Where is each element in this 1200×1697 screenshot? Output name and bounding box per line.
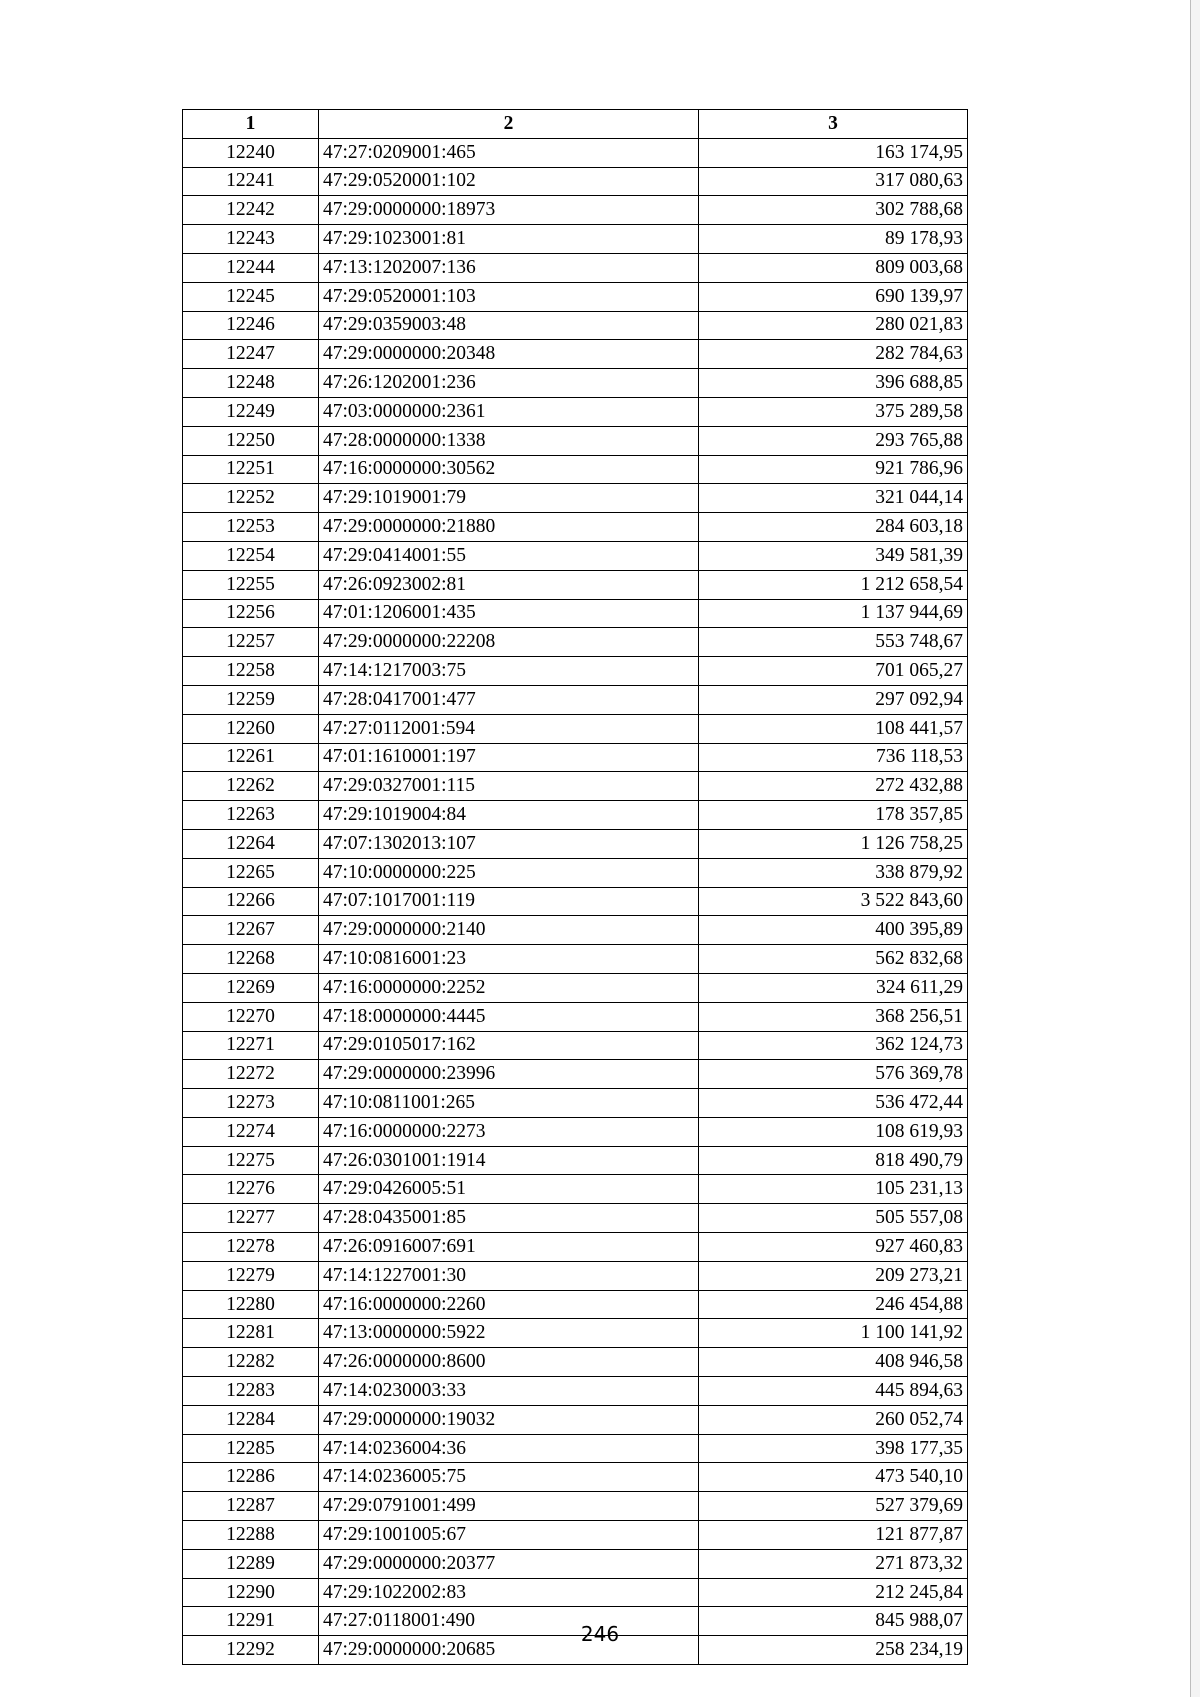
- page-number: 246: [580, 1622, 620, 1646]
- cadastral-number-cell: 47:10:0816001:23: [319, 945, 699, 974]
- value-cell: 297 092,94: [699, 685, 968, 714]
- value-cell: 105 231,13: [699, 1175, 968, 1204]
- row-number-cell: 12288: [183, 1521, 319, 1550]
- table-row: [183, 945, 968, 974]
- table-row: [183, 1377, 968, 1406]
- table-body: [183, 138, 968, 1664]
- value-cell: 338 879,92: [699, 858, 968, 887]
- value-cell: 809 003,68: [699, 253, 968, 282]
- cadastral-number-cell: 47:29:1001005:67: [319, 1521, 699, 1550]
- cadastral-number-cell: 47:28:0435001:85: [319, 1204, 699, 1233]
- cadastral-number-cell: 47:16:0000000:2260: [319, 1290, 699, 1319]
- data-table: [182, 109, 968, 1665]
- table-row: [183, 1002, 968, 1031]
- table-row: [183, 1233, 968, 1262]
- row-number-cell: 12251: [183, 455, 319, 484]
- cadastral-number-cell: 47:01:1610001:197: [319, 743, 699, 772]
- cadastral-number-cell: 47:16:0000000:2273: [319, 1117, 699, 1146]
- table-row: [183, 1060, 968, 1089]
- row-number-cell: 12262: [183, 772, 319, 801]
- cadastral-number-cell: 47:29:0791001:499: [319, 1492, 699, 1521]
- value-cell: 400 395,89: [699, 916, 968, 945]
- table-row: [183, 1175, 968, 1204]
- row-number-cell: 12268: [183, 945, 319, 974]
- value-cell: 324 611,29: [699, 973, 968, 1002]
- value-cell: 527 379,69: [699, 1492, 968, 1521]
- row-number-cell: 12290: [183, 1578, 319, 1607]
- value-cell: 921 786,96: [699, 455, 968, 484]
- value-cell: 3 522 843,60: [699, 887, 968, 916]
- table-row: [183, 1521, 968, 1550]
- row-number-cell: 12269: [183, 973, 319, 1002]
- table-row: [183, 1290, 968, 1319]
- value-cell: 89 178,93: [699, 225, 968, 254]
- value-cell: 505 557,08: [699, 1204, 968, 1233]
- table-row: [183, 541, 968, 570]
- value-cell: 927 460,83: [699, 1233, 968, 1262]
- column-header-3: 3: [699, 110, 968, 139]
- cadastral-number-cell: 47:07:1302013:107: [319, 829, 699, 858]
- cadastral-number-cell: 47:13:1202007:136: [319, 253, 699, 282]
- cadastral-number-cell: 47:26:1202001:236: [319, 369, 699, 398]
- value-cell: 445 894,63: [699, 1377, 968, 1406]
- table-row: [183, 1319, 968, 1348]
- row-number-cell: 12263: [183, 801, 319, 830]
- cadastral-number-cell: 47:29:1022002:83: [319, 1578, 699, 1607]
- table-row: [183, 1492, 968, 1521]
- value-cell: 349 581,39: [699, 541, 968, 570]
- row-number-cell: 12275: [183, 1146, 319, 1175]
- table-row: [183, 685, 968, 714]
- cadastral-number-cell: 47:29:0000000:22208: [319, 628, 699, 657]
- cadastral-number-cell: 47:14:1227001:30: [319, 1261, 699, 1290]
- row-number-cell: 12242: [183, 196, 319, 225]
- value-cell: 212 245,84: [699, 1578, 968, 1607]
- cadastral-number-cell: 47:14:0230003:33: [319, 1377, 699, 1406]
- table-row: [183, 1434, 968, 1463]
- value-cell: 280 021,83: [699, 311, 968, 340]
- table-row: [183, 599, 968, 628]
- row-number-cell: 12265: [183, 858, 319, 887]
- cadastral-number-cell: 47:18:0000000:4445: [319, 1002, 699, 1031]
- value-cell: 282 784,63: [699, 340, 968, 369]
- table-row: [183, 1348, 968, 1377]
- table-row: [183, 225, 968, 254]
- value-cell: 536 472,44: [699, 1089, 968, 1118]
- value-cell: 736 118,53: [699, 743, 968, 772]
- value-cell: 271 873,32: [699, 1549, 968, 1578]
- row-number-cell: 12261: [183, 743, 319, 772]
- table-row: [183, 858, 968, 887]
- value-cell: 701 065,27: [699, 657, 968, 686]
- row-number-cell: 12256: [183, 599, 319, 628]
- table-row: [183, 397, 968, 426]
- table-row: [183, 311, 968, 340]
- table-row: [183, 1261, 968, 1290]
- value-cell: 1 212 658,54: [699, 570, 968, 599]
- table-row: [183, 973, 968, 1002]
- row-number-cell: 12281: [183, 1319, 319, 1348]
- row-number-cell: 12259: [183, 685, 319, 714]
- row-number-cell: 12283: [183, 1377, 319, 1406]
- value-cell: 1 100 141,92: [699, 1319, 968, 1348]
- cadastral-number-cell: 47:29:0520001:103: [319, 282, 699, 311]
- cadastral-number-cell: 47:13:0000000:5922: [319, 1319, 699, 1348]
- table-row: [183, 1405, 968, 1434]
- table-row: [183, 1549, 968, 1578]
- value-cell: 284 603,18: [699, 513, 968, 542]
- value-cell: 246 454,88: [699, 1290, 968, 1319]
- table-row: [183, 1117, 968, 1146]
- row-number-cell: 12280: [183, 1290, 319, 1319]
- row-number-cell: 12289: [183, 1549, 319, 1578]
- column-header-2: 2: [319, 110, 699, 139]
- cadastral-number-cell: 47:16:0000000:30562: [319, 455, 699, 484]
- value-cell: 473 540,10: [699, 1463, 968, 1492]
- column-header-1: 1: [183, 110, 319, 139]
- cadastral-number-cell: 47:29:0520001:102: [319, 167, 699, 196]
- table-row: [183, 513, 968, 542]
- cadastral-number-cell: 47:29:1019004:84: [319, 801, 699, 830]
- cadastral-number-cell: 47:10:0811001:265: [319, 1089, 699, 1118]
- row-number-cell: 12258: [183, 657, 319, 686]
- cadastral-number-cell: 47:29:0000000:20377: [319, 1549, 699, 1578]
- value-cell: 272 432,88: [699, 772, 968, 801]
- cadastral-number-cell: 47:29:0000000:2140: [319, 916, 699, 945]
- row-number-cell: 12272: [183, 1060, 319, 1089]
- cadastral-number-cell: 47:29:1019001:79: [319, 484, 699, 513]
- cadastral-number-cell: 47:27:0118001:490: [319, 1607, 699, 1636]
- row-number-cell: 12278: [183, 1233, 319, 1262]
- cadastral-number-cell: 47:29:0000000:21880: [319, 513, 699, 542]
- table-row: [183, 484, 968, 513]
- table-row: [183, 1146, 968, 1175]
- row-number-cell: 12292: [183, 1636, 319, 1665]
- value-cell: 260 052,74: [699, 1405, 968, 1434]
- value-cell: 362 124,73: [699, 1031, 968, 1060]
- table-row: [183, 167, 968, 196]
- row-number-cell: 12267: [183, 916, 319, 945]
- value-cell: 321 044,14: [699, 484, 968, 513]
- row-number-cell: 12249: [183, 397, 319, 426]
- row-number-cell: 12241: [183, 167, 319, 196]
- row-number-cell: 12276: [183, 1175, 319, 1204]
- value-cell: 553 748,67: [699, 628, 968, 657]
- cadastral-number-cell: 47:01:1206001:435: [319, 599, 699, 628]
- cadastral-number-cell: 47:27:0209001:465: [319, 138, 699, 167]
- table-row: [183, 138, 968, 167]
- cadastral-number-cell: 47:16:0000000:2252: [319, 973, 699, 1002]
- cadastral-number-cell: 47:10:0000000:225: [319, 858, 699, 887]
- cadastral-number-cell: 47:29:0000000:20685: [319, 1636, 699, 1665]
- table-row: [183, 369, 968, 398]
- cadastral-number-cell: 47:28:0417001:477: [319, 685, 699, 714]
- cadastral-number-cell: 47:29:0359003:48: [319, 311, 699, 340]
- value-cell: 576 369,78: [699, 1060, 968, 1089]
- row-number-cell: 12287: [183, 1492, 319, 1521]
- table-row: [183, 829, 968, 858]
- value-cell: 396 688,85: [699, 369, 968, 398]
- cadastral-number-cell: 47:14:0236004:36: [319, 1434, 699, 1463]
- page-edge-shadow: [1190, 0, 1200, 1697]
- row-number-cell: 12291: [183, 1607, 319, 1636]
- table-row: [183, 1578, 968, 1607]
- row-number-cell: 12266: [183, 887, 319, 916]
- value-cell: 690 139,97: [699, 282, 968, 311]
- table-row: [183, 340, 968, 369]
- row-number-cell: 12279: [183, 1261, 319, 1290]
- table-row: [183, 801, 968, 830]
- table-row: [183, 253, 968, 282]
- row-number-cell: 12274: [183, 1117, 319, 1146]
- cadastral-number-cell: 47:26:0000000:8600: [319, 1348, 699, 1377]
- table-row: [183, 455, 968, 484]
- row-number-cell: 12243: [183, 225, 319, 254]
- row-number-cell: 12260: [183, 714, 319, 743]
- table-row: [183, 657, 968, 686]
- cadastral-number-cell: 47:28:0000000:1338: [319, 426, 699, 455]
- row-number-cell: 12240: [183, 138, 319, 167]
- row-number-cell: 12271: [183, 1031, 319, 1060]
- cadastral-number-cell: 47:26:0923002:81: [319, 570, 699, 599]
- value-cell: 209 273,21: [699, 1261, 968, 1290]
- row-number-cell: 12257: [183, 628, 319, 657]
- table-row: [183, 743, 968, 772]
- row-number-cell: 12255: [183, 570, 319, 599]
- value-cell: 408 946,58: [699, 1348, 968, 1377]
- row-number-cell: 12284: [183, 1405, 319, 1434]
- cadastral-number-cell: 47:29:0000000:18973: [319, 196, 699, 225]
- table-row: [183, 1089, 968, 1118]
- row-number-cell: 12250: [183, 426, 319, 455]
- row-number-cell: 12277: [183, 1204, 319, 1233]
- value-cell: 293 765,88: [699, 426, 968, 455]
- table-row: [183, 570, 968, 599]
- value-cell: 258 234,19: [699, 1636, 968, 1665]
- table-row: [183, 282, 968, 311]
- row-number-cell: 12286: [183, 1463, 319, 1492]
- value-cell: 163 174,95: [699, 138, 968, 167]
- table-row: [183, 196, 968, 225]
- header-row: [183, 110, 968, 139]
- value-cell: 368 256,51: [699, 1002, 968, 1031]
- value-cell: 121 877,87: [699, 1521, 968, 1550]
- row-number-cell: 12254: [183, 541, 319, 570]
- row-number-cell: 12273: [183, 1089, 319, 1118]
- cadastral-number-cell: 47:14:0236005:75: [319, 1463, 699, 1492]
- cadastral-number-cell: 47:14:1217003:75: [319, 657, 699, 686]
- cadastral-number-cell: 47:27:0112001:594: [319, 714, 699, 743]
- table-row: [183, 916, 968, 945]
- table-row: [183, 628, 968, 657]
- table-row: [183, 1031, 968, 1060]
- value-cell: 317 080,63: [699, 167, 968, 196]
- table-row: [183, 714, 968, 743]
- row-number-cell: 12246: [183, 311, 319, 340]
- table-row: [183, 426, 968, 455]
- row-number-cell: 12252: [183, 484, 319, 513]
- value-cell: 1 126 758,25: [699, 829, 968, 858]
- value-cell: 302 788,68: [699, 196, 968, 225]
- cadastral-number-cell: 47:29:0327001:115: [319, 772, 699, 801]
- cadastral-number-cell: 47:29:0000000:20348: [319, 340, 699, 369]
- value-cell: 108 441,57: [699, 714, 968, 743]
- row-number-cell: 12244: [183, 253, 319, 282]
- cadastral-number-cell: 47:29:0426005:51: [319, 1175, 699, 1204]
- row-number-cell: 12247: [183, 340, 319, 369]
- value-cell: 398 177,35: [699, 1434, 968, 1463]
- cadastral-number-cell: 47:03:0000000:2361: [319, 397, 699, 426]
- value-cell: 562 832,68: [699, 945, 968, 974]
- table-row: [183, 1204, 968, 1233]
- table-row: [183, 772, 968, 801]
- value-cell: 1 137 944,69: [699, 599, 968, 628]
- row-number-cell: 12245: [183, 282, 319, 311]
- row-number-cell: 12253: [183, 513, 319, 542]
- value-cell: 375 289,58: [699, 397, 968, 426]
- cadastral-number-cell: 47:29:0414001:55: [319, 541, 699, 570]
- cadastral-number-cell: 47:29:1023001:81: [319, 225, 699, 254]
- cadastral-number-cell: 47:26:0301001:1914: [319, 1146, 699, 1175]
- row-number-cell: 12270: [183, 1002, 319, 1031]
- cadastral-number-cell: 47:29:0000000:23996: [319, 1060, 699, 1089]
- cadastral-number-cell: 47:29:0000000:19032: [319, 1405, 699, 1434]
- value-cell: 108 619,93: [699, 1117, 968, 1146]
- cadastral-number-cell: 47:26:0916007:691: [319, 1233, 699, 1262]
- row-number-cell: 12264: [183, 829, 319, 858]
- cadastral-number-cell: 47:29:0105017:162: [319, 1031, 699, 1060]
- value-cell: 818 490,79: [699, 1146, 968, 1175]
- table-row: [183, 887, 968, 916]
- row-number-cell: 12282: [183, 1348, 319, 1377]
- row-number-cell: 12248: [183, 369, 319, 398]
- value-cell: 178 357,85: [699, 801, 968, 830]
- cadastral-number-cell: 47:07:1017001:119: [319, 887, 699, 916]
- row-number-cell: 12285: [183, 1434, 319, 1463]
- table-row: [183, 1463, 968, 1492]
- value-cell: 845 988,07: [699, 1607, 968, 1636]
